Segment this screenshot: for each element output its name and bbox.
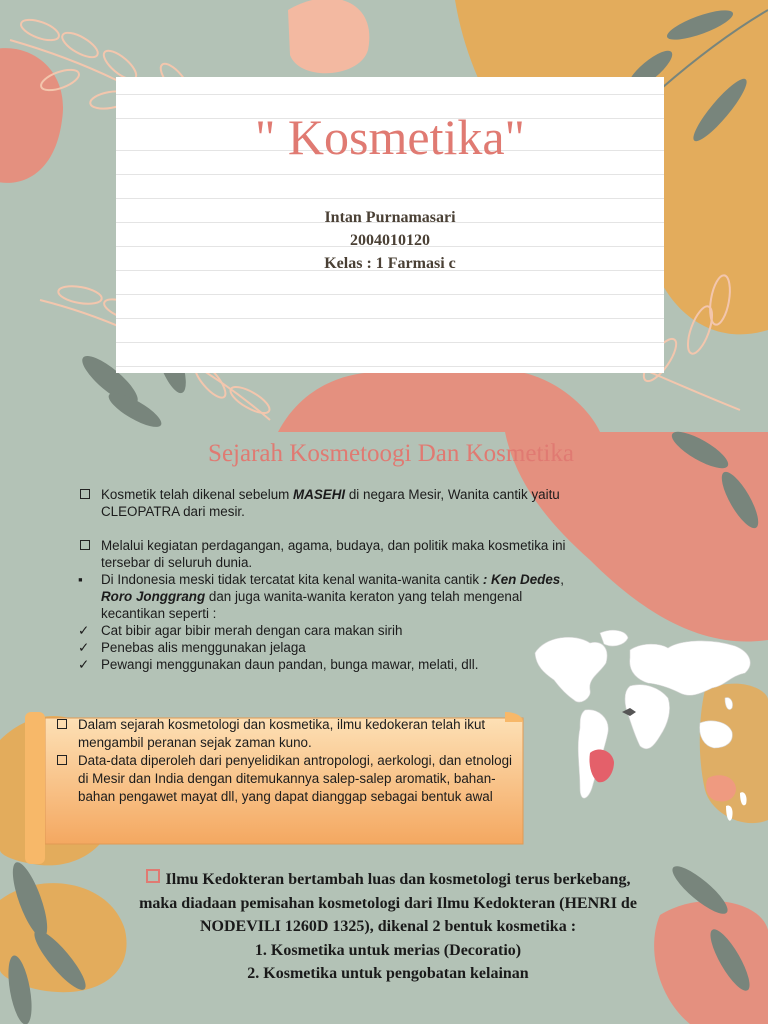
bottom-line-1: Ilmu Kedokteran bertambah luas dan kosmetologi terus berkebang, <box>165 871 631 888</box>
list-item: Melalui kegiatan perdagangan, agama, budaya, dan politik maka kosmetika ini tersebar di seluruh dunia. <box>78 537 568 571</box>
coral-blob-top-left <box>0 48 63 183</box>
list-item: ▪ Di Indonesia meski tidak tercatat kita kenal wanita-wanita cantik : Ken Dedes, Roro Jonggrang dan juga wanita-wanita keraton yang telah mengenal kecantikan seperti : <box>78 572 564 621</box>
bottom-line-3: NODEVILI 1260D 1325), dikenal 2 bentuk kosmetika : <box>199 918 577 935</box>
pink-square-bullet-icon <box>146 869 160 883</box>
section-title: Sejarah Kosmetoogi Dan Kosmetika <box>208 440 574 467</box>
small-square-bullet-icon: ▪ <box>78 572 83 587</box>
peach-blob-top <box>288 0 369 73</box>
bottom-line-5: 2. Kosmetika untuk pengobatan kelainan <box>247 965 529 982</box>
bottom-line-4: 1. Kosmetika untuk merias (Decoratio) <box>254 941 522 959</box>
check-icon: ✓ <box>78 657 90 672</box>
bottom-paragraph <box>20 868 756 986</box>
bottom-line-2: maka diadaan pemisahan kosmetologi dari Ilmu Kedokteran (HENRI de <box>139 894 637 912</box>
class-label: Kelas : 1 Farmasi c <box>324 255 456 272</box>
list-item: Kosmetik telah dikenal sebelum MASEHI di negara Mesir, Wanita cantik yaitu CLEOPATRA dari mesir. <box>78 486 568 520</box>
check-icon: ✓ <box>78 623 90 638</box>
square-bullet-icon <box>57 719 67 729</box>
author-info <box>116 206 664 275</box>
author-name: Intan Purnamasari <box>324 209 456 226</box>
check-icon: ✓ <box>78 640 90 655</box>
world-map-icon <box>530 628 760 833</box>
square-bullet-icon <box>57 755 67 765</box>
coral-blob-middle <box>278 372 600 432</box>
check-item: ✓ Penebas alis menggunakan jelaga <box>78 640 306 655</box>
page-title: " Kosmetika" <box>255 109 525 165</box>
history-content <box>78 486 568 673</box>
student-id: 2004010120 <box>350 232 430 249</box>
australia-highlight <box>706 775 736 801</box>
list-item: Dalam sejarah kosmetologi dan kosmetika, ilmu kedokeran telah ikut mengambil peranan sejak zaman kuno. <box>55 716 525 752</box>
square-bullet-icon <box>80 489 90 499</box>
check-item: ✓ Cat bibir agar bibir merah dengan cara makan sirih <box>78 623 403 638</box>
list-item: Data-data diperoleh dari penyelidikan antropologi, aerkologi, dan etnologi di Mesir dan India dengan ditemukannya salep-salep aromatik, bahan-bahan pengawet mayat dll, yang dapat dianggap sebagai bentuk awal <box>55 752 525 806</box>
check-item: ✓ Pewangi menggunakan daun pandan, bunga mawar, melati, dll. <box>78 657 479 672</box>
square-bullet-icon <box>80 540 90 550</box>
scroll-text <box>55 716 525 806</box>
